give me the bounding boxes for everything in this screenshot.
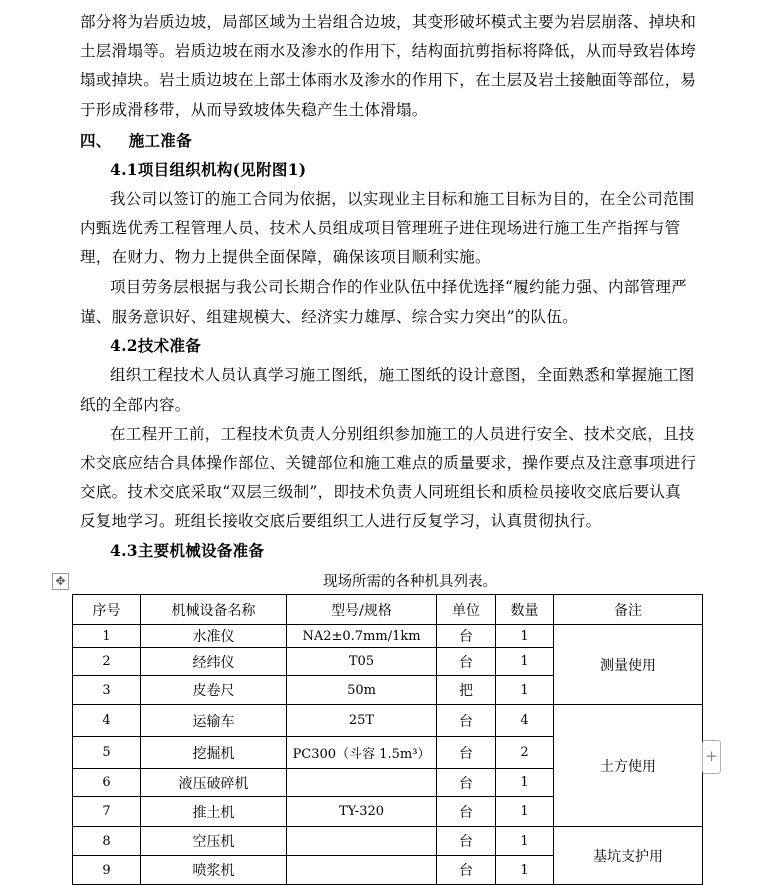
header-cell: 型号/规格 xyxy=(287,595,437,625)
cell-no: 1 xyxy=(73,625,141,648)
table-row xyxy=(73,827,703,856)
body-text-line: 塌或掉块。岩土质边坡在上部土体雨水及渗水的作用下，在土层及岩土接触面等部位，易 xyxy=(80,71,697,89)
cell-unit: 台 xyxy=(437,797,496,827)
cell-unit: 台 xyxy=(437,625,496,648)
body-text-line: 内甄选优秀工程管理人员、技术人员组成项目管理班子进住现场进行施工生产指挥与管 xyxy=(80,219,681,237)
cell-no: 7 xyxy=(73,797,141,827)
cell-no: 4 xyxy=(73,705,141,737)
cell-model: PC300（斗容 1.5m³） xyxy=(287,737,437,769)
cell-qty: 1 xyxy=(496,676,554,705)
cell-unit: 台 xyxy=(437,737,496,769)
header-cell: 机械设备名称 xyxy=(141,595,287,625)
body-text-line: 我公司以签订的施工合同为依据，以实现业主目标和施工目标为目的，在全公司范围 xyxy=(110,190,695,208)
add-row-icon[interactable]: + xyxy=(702,740,721,774)
cell-no: 3 xyxy=(73,676,141,705)
cell-unit: 台 xyxy=(437,705,496,737)
table-row xyxy=(73,705,703,737)
cell-no: 6 xyxy=(73,769,141,797)
body-text-line: 反复地学习。班组长接收交底后要组织工人进行反复学习，认真贯彻执行。 xyxy=(80,512,602,530)
body-text-line: 组织工程技术人员认真学习施工图纸，施工图纸的设计意图，全面熟悉和掌握施工图 xyxy=(110,366,695,384)
subheading-4-2: 4.2技术准备 xyxy=(110,336,202,355)
cell-model xyxy=(287,769,437,797)
header-cell: 序号 xyxy=(73,595,141,625)
cell-note: 测量使用 xyxy=(554,625,703,705)
body-text-line: 于形成滑移带，从而导致坡体失稳产生土体滑塌。 xyxy=(80,101,428,119)
header-cell: 备注 xyxy=(554,595,703,625)
table-row xyxy=(73,625,703,648)
subheading-4-1: 4.1项目组织机构(见附图1) xyxy=(110,160,307,179)
cell-note: 土方使用 xyxy=(554,705,703,827)
cell-name: 经纬仪 xyxy=(141,648,287,676)
cell-no: 5 xyxy=(73,737,141,769)
body-text-line: 理，在财力、物力上提供全面保障，确保该项目顺利实施。 xyxy=(80,248,491,266)
table-move-handle-icon[interactable]: ✥ xyxy=(52,573,69,590)
header-cell: 数量 xyxy=(496,595,554,625)
body-text-line: 部分将为岩质边坡，局部区域为土岩组合边坡，其变形破坏模式主要为岩层崩落、掉块和 xyxy=(80,13,697,31)
cell-no: 2 xyxy=(73,648,141,676)
body-text-line: 谨、服务意识好、组建规模大、经济实力雄厚、综合实力突出”的队伍。 xyxy=(80,308,579,326)
cell-name: 喷浆机 xyxy=(141,856,287,885)
cell-qty: 4 xyxy=(496,705,554,737)
section-heading-4: 四、 施工准备 xyxy=(80,131,192,150)
cell-name: 水准仪 xyxy=(141,625,287,648)
cell-name: 空压机 xyxy=(141,827,287,856)
cell-qty: 2 xyxy=(496,737,554,769)
cell-model: 25T xyxy=(287,705,437,737)
table-caption: 现场所需的各种机具列表。 xyxy=(323,574,497,590)
cell-qty: 1 xyxy=(496,769,554,797)
body-text-line: 项目劳务层根据与我公司长期合作的作业队伍中择优选择“履约能力强、内部管理严 xyxy=(110,278,688,296)
cell-name: 运输车 xyxy=(141,705,287,737)
cell-model: 50m xyxy=(287,676,437,705)
body-text-line: 土层滑塌等。岩质边坡在雨水及渗水的作用下，结构面抗剪指标将降低，从而导致岩体垮 xyxy=(80,42,697,60)
cell-qty: 1 xyxy=(496,797,554,827)
equipment-table xyxy=(72,594,703,885)
cell-unit: 把 xyxy=(437,676,496,705)
header-cell: 单位 xyxy=(437,595,496,625)
cell-unit: 台 xyxy=(437,827,496,856)
cell-unit: 台 xyxy=(437,769,496,797)
cell-qty: 1 xyxy=(496,648,554,676)
cell-model xyxy=(287,856,437,885)
body-text-line: 在工程开工前，工程技术负责人分别组织参加施工的人员进行安全、技术交底，且技 xyxy=(110,425,695,443)
cell-qty: 1 xyxy=(496,827,554,856)
body-text-line: 纸的全部内容。 xyxy=(80,396,191,414)
table-header-row xyxy=(73,595,703,625)
body-text-line: 术交底应结合具体操作部位、关键部位和施工难点的质量要求，操作要点及注意事项进行 xyxy=(80,454,697,472)
cell-name: 皮卷尺 xyxy=(141,676,287,705)
cell-unit: 台 xyxy=(437,648,496,676)
cell-qty: 1 xyxy=(496,625,554,648)
cell-model xyxy=(287,827,437,856)
cell-no: 8 xyxy=(73,827,141,856)
cell-name: 推土机 xyxy=(141,797,287,827)
cell-model: NA2±0.7mm/1km xyxy=(287,625,437,648)
body-text-line: 交底。技术交底采取“双层三级制”，即技术负责人同班组长和质检员接收交底后要认真 xyxy=(80,483,682,501)
cell-name: 挖掘机 xyxy=(141,737,287,769)
cell-note: 基坑支护用 xyxy=(554,827,703,885)
cell-name: 液压破碎机 xyxy=(141,769,287,797)
cell-model: TY-320 xyxy=(287,797,437,827)
cell-model: T05 xyxy=(287,648,437,676)
cell-unit: 台 xyxy=(437,856,496,885)
subheading-4-3: 4.3主要机械设备准备 xyxy=(110,541,265,560)
cell-no: 9 xyxy=(73,856,141,885)
cell-qty: 1 xyxy=(496,856,554,885)
